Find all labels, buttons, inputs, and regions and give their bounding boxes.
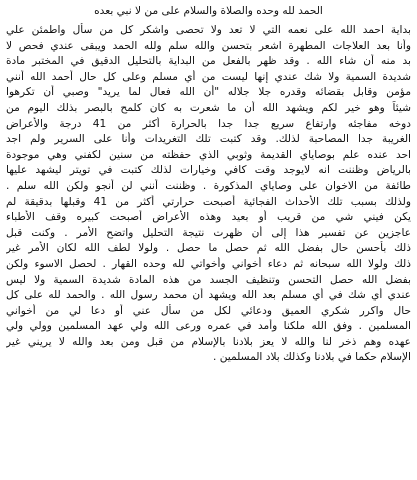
body-line: الغريبة جدا المصاحبة لذلك. وقد كتبت تلك التغريدات وأنا على السرير ولم اجد (6, 133, 411, 146)
body-line: بد منه أن شاء الله . وقد ظهر بالفعل من البداية بالتحليل الدقيق في المختبر مادة (6, 55, 411, 68)
body-line: ذلك ولولا الله سبحانه ثم دعاء أخواني وأخواتي لله وحده القهار . لحصل الاسوء ولكن (6, 257, 411, 270)
body-line: ذلك بأحسن حال بفضل الله ثم حصل ما حصل . ولولا لطف الله لكان الأمر غير (6, 242, 411, 255)
body-line: دوخه مفاجئه وارتفاع سريع جدا جدا بالحرارة أكثر من 41 درجة والأعراض (6, 117, 411, 130)
body-line: بداية احمد الله على نعمه التي لا تعد ولا تحصى واشكر كل من سأل واطمئن علي (6, 24, 411, 36)
body-line: يكن فيني شي من قريب أو بعيد وهذه الأعراض أصبحت كبيره وقف الأطباء (6, 211, 411, 224)
body-line: مؤمن وقابل بقضائه وقدره جلا جلاله "أن الله فعال لما يريد" وصبي أن تكرهوا (6, 86, 411, 99)
body-line: الإسلام حكما في بلادنا وكذلك بلاد المسلمين . (213, 351, 411, 364)
body-line: بفضل الله حصل التحسن وتنظيف الجسد من هذه المادة شديدة السمية ولا ليس (6, 273, 411, 286)
body-line: شديدة السمية ولا شك عندي إنها ليست من أي مسلم وعلى كل حال أحمد الله أنني (6, 70, 411, 83)
document-heading: الحمد لله وحده والصلاة والسلام على من لا نبي بعده (94, 5, 323, 17)
body-line: ولذلك بسبب تلك الأحداث الفجائية أصبحت حرارتي أكثر من 41 وقبلها بدقيقة لم (6, 195, 411, 208)
document-body (6, 23, 411, 366)
body-line: شيئاً وهو خير لكم ويشهد الله أن ما شعرت به كان كلمح بالبصر بذلك اليوم من (6, 101, 411, 114)
body-line: عهده وهم ذخر لنا والله لا يعز بلادنا بالإسلام من قبل ومن بعد والله لا يريني غير (6, 335, 411, 348)
body-line: طائفة من الاخوان على وصاياي المذكورة . وظننت أنني لن أنجو ولكن الله سلم . (6, 179, 411, 192)
body-line: المسلمين . وفق الله ملكنا وأمد في عمره ورعى الله ولي عهد المسلمين وولي ولي (6, 320, 411, 333)
body-line: حال واكرر شكري العميق ودعائي لكل من سأل عني أو دعا لي من أخواني (6, 304, 411, 317)
body-line: وأنا بعد العلاجات المطهرة اشعر بتحسن والله سلم ولله الحمد ويبقى عندي فحص لا (6, 39, 411, 52)
body-line: عندي أي شك في أي مسلم بعد الله ويشهد أن محمد رسول الله . والحمد لله على كل (6, 289, 411, 302)
body-line: بالرياض وظننت انه لايوجد وقت كافي وخيارات لذلك كتبت في تويتر ليشهد عليها (6, 164, 411, 177)
body-line: احد عنده علم بوصاياي القديمة وثوبي الذي حفظته من سنين لكفني وهي موجودة (6, 148, 411, 161)
body-line: عاجزين عن تفسير هذا إلى أن ظهرت نتيجة التحليل واتضح الأمر . وكنت قبل (6, 226, 411, 239)
